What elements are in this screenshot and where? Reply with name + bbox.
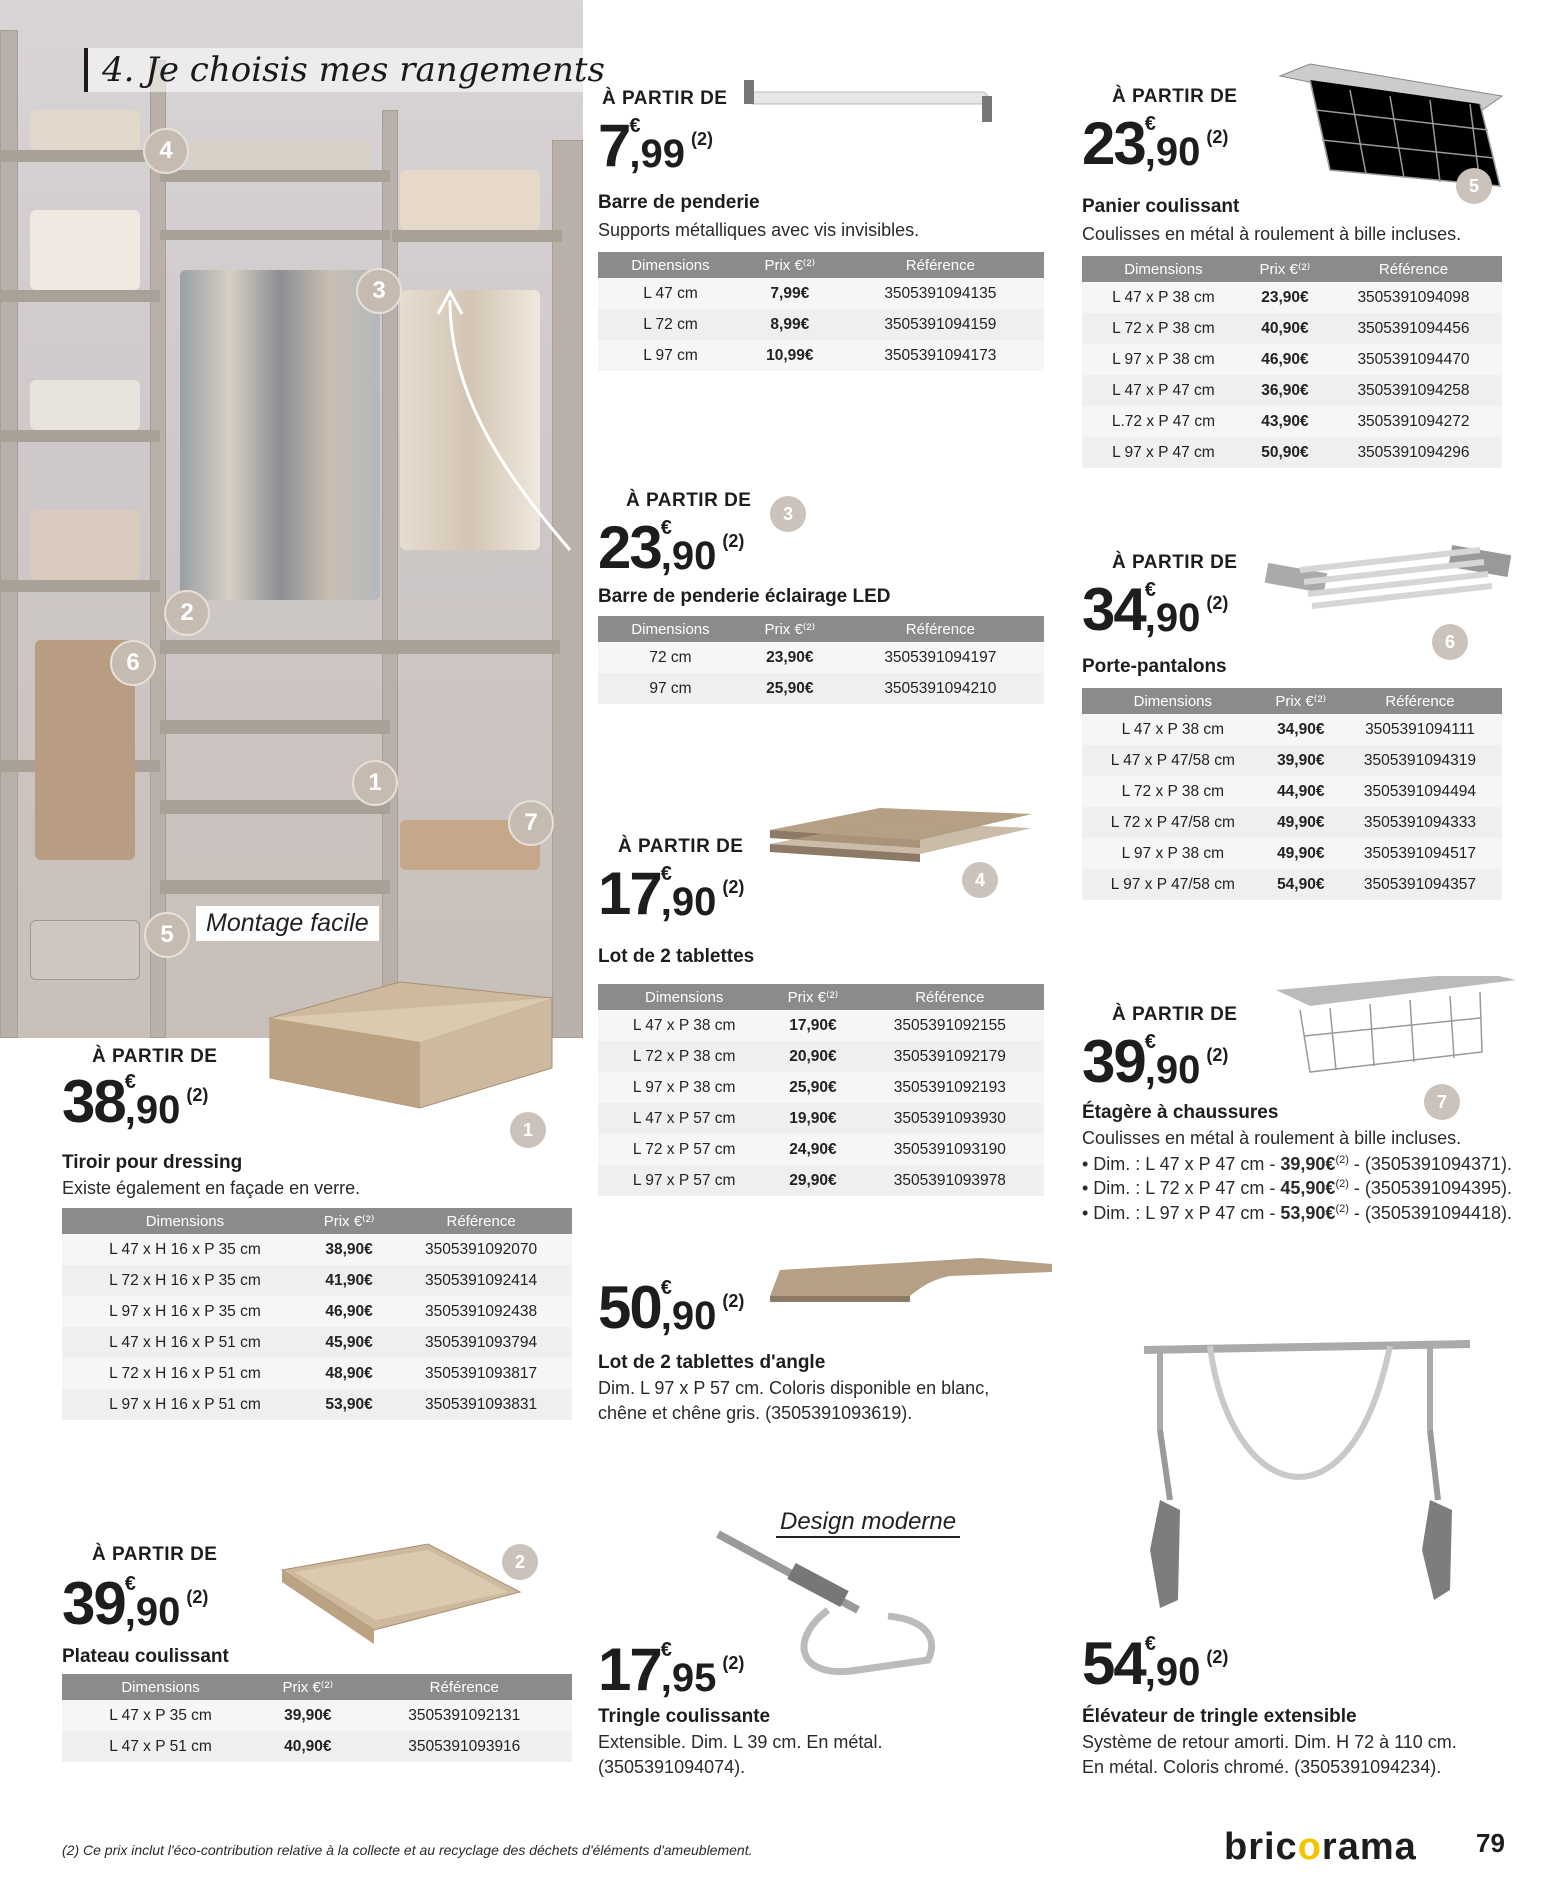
cell-dimensions: L 47 x P 38 cm (598, 1010, 770, 1041)
cell-reference: 3505391094357 (1338, 869, 1502, 900)
price-led (598, 514, 745, 581)
product-name: Lot de 2 tablettes d'angle (598, 1352, 826, 1373)
table-row (598, 642, 1044, 673)
product-name: Tiroir pour dressing (62, 1152, 243, 1173)
corner-shelf-image (760, 1250, 1060, 1310)
cell-price: 46,90€ (1245, 344, 1325, 375)
col-reference: Référence (837, 252, 1044, 278)
cell-dimensions: L 47 x P 51 cm (62, 1731, 259, 1762)
rod-image (740, 72, 1000, 132)
folded-clothes (30, 510, 140, 580)
table-row (1082, 406, 1502, 437)
shelf (160, 640, 560, 654)
shelves-image (760, 800, 1040, 870)
cell-reference: 3505391093190 (856, 1134, 1044, 1165)
price-dec: € ,95 (660, 1639, 717, 1700)
folded-clothes (190, 140, 370, 170)
table-row (598, 1072, 1044, 1103)
price-int: 7 (598, 112, 630, 179)
photo-marker-2: 2 (164, 590, 210, 636)
price-int: 38 (62, 1068, 125, 1135)
table-row (1082, 807, 1502, 838)
from-label: À PARTIR DE (626, 490, 752, 511)
col-price: Prix €⁽²⁾ (1264, 688, 1338, 714)
cell-reference: 3505391094159 (837, 309, 1044, 340)
cell-dimensions: L 47 x P 38 cm (1082, 714, 1264, 745)
price-note: (2) (722, 1291, 745, 1311)
cell-price: 43,90€ (1245, 406, 1325, 437)
price-int: 50 (598, 1274, 661, 1341)
col-dimensions: Dimensions (1082, 688, 1264, 714)
from-label: À PARTIR DE (1112, 552, 1238, 573)
price-angle (598, 1274, 745, 1341)
dimension-item: • Dim. : L 47 x P 47 cm - 39,90€$^{(2)}$ - (3505391094371). (1082, 1154, 1513, 1174)
spec-table-tablettes (598, 984, 1044, 1196)
product-name: Barre de penderie (598, 192, 760, 213)
product-name: Plateau coulissant (62, 1646, 229, 1667)
product-desc: Extensible. Dim. L 39 cm. En métal. (598, 1732, 883, 1752)
col-price: Prix €⁽²⁾ (770, 984, 855, 1010)
cell-price: 10,99€ (743, 340, 837, 371)
cell-reference: 3505391093978 (856, 1165, 1044, 1196)
cell-price: 44,90€ (1264, 776, 1338, 807)
cell-reference: 3505391094517 (1338, 838, 1502, 869)
product-name: Élévateur de tringle extensible (1082, 1706, 1357, 1727)
price-dec: € ,90 (1144, 579, 1201, 640)
cell-dimensions: 97 cm (598, 673, 743, 704)
table-row (598, 1165, 1044, 1196)
cell-reference: 3505391092179 (856, 1041, 1044, 1072)
cell-price: 41,90€ (308, 1265, 390, 1296)
product-marker: 1 (510, 1112, 546, 1148)
spec-table-tiroir (62, 1208, 572, 1420)
cell-reference: 3505391094296 (1325, 437, 1502, 468)
shelf (160, 170, 390, 182)
cell-price: 53,90€ (308, 1389, 390, 1420)
product-name: Porte-pantalons (1082, 656, 1227, 677)
cell-dimensions: L 97 x P 47/58 cm (1082, 869, 1264, 900)
cell-dimensions: L 47 x H 16 x P 51 cm (62, 1327, 308, 1358)
price-int: 17 (598, 860, 661, 927)
from-label: À PARTIR DE (602, 88, 728, 109)
cell-dimensions: L 97 x H 16 x P 51 cm (62, 1389, 308, 1420)
shelf (0, 430, 160, 442)
price-int: 23 (1082, 110, 1145, 177)
product-desc: Supports métalliques avec vis invisibles. (598, 220, 920, 240)
table-row (1082, 745, 1502, 776)
cell-price: 46,90€ (308, 1296, 390, 1327)
dimension-item: • Dim. : L 97 x P 47 cm - 53,90€$^{(2)}$ - (3505391094418). (1082, 1202, 1513, 1223)
arrow-icon (420, 280, 580, 560)
shelf (160, 720, 390, 734)
price-note: (2) (691, 129, 713, 149)
cell-reference: 3505391093817 (390, 1358, 572, 1389)
cell-dimensions: L 47 x P 47 cm (1082, 375, 1245, 406)
cell-reference: 3505391092155 (856, 1010, 1044, 1041)
cell-reference: 3505391092070 (390, 1234, 572, 1265)
cell-price: 39,90€ (1264, 745, 1338, 776)
cell-dimensions: L 97 x P 38 cm (598, 1072, 770, 1103)
price-plateau (62, 1570, 209, 1637)
drawer-image (260, 978, 560, 1128)
spec-table-led (598, 616, 1044, 704)
wardrobe-photo (0, 0, 583, 1038)
cell-dimensions: L 72 x P 47/58 cm (1082, 807, 1264, 838)
product-name: Tringle coulissante (598, 1706, 771, 1727)
cell-dimensions: L 72 cm (598, 309, 743, 340)
price-int: 34 (1082, 576, 1145, 643)
product-desc: Coulisses en métal à roulement à bille incluses. (1082, 224, 1462, 244)
cell-reference: 3505391094333 (1338, 807, 1502, 838)
cell-price: 19,90€ (770, 1103, 855, 1134)
price-dec: € ,90 (660, 863, 717, 924)
basket (30, 920, 140, 980)
price-note: (2) (722, 1653, 745, 1673)
shelf (392, 230, 562, 242)
cell-dimensions: L 47 x P 35 cm (62, 1700, 259, 1731)
cell-reference: 3505391093930 (856, 1103, 1044, 1134)
spec-table-barre (598, 252, 1044, 371)
dimension-list (1082, 1152, 1512, 1225)
product-marker: 3 (770, 496, 806, 532)
wardrobe-frame (552, 140, 583, 1038)
cell-dimensions: L 97 x H 16 x P 35 cm (62, 1296, 308, 1327)
shelf (0, 290, 160, 302)
cell-reference: 3505391094098 (1325, 282, 1502, 313)
cell-price: 40,90€ (1245, 313, 1325, 344)
from-label: À PARTIR DE (618, 836, 744, 857)
col-reference: Référence (1325, 256, 1502, 282)
folded-clothes (400, 170, 540, 230)
col-reference: Référence (390, 1208, 572, 1234)
cell-reference: 3505391094470 (1325, 344, 1502, 375)
tray-image (278, 1540, 528, 1650)
cell-price: 24,90€ (770, 1134, 855, 1165)
price-dec: € ,90 (1144, 113, 1201, 174)
table-row (1082, 838, 1502, 869)
col-reference: Référence (856, 984, 1044, 1010)
price-note: (2) (722, 877, 745, 897)
col-reference: Référence (837, 616, 1044, 642)
cell-reference: 3505391094135 (837, 278, 1044, 309)
table-row (62, 1700, 572, 1731)
table-row (598, 340, 1044, 371)
table-row (598, 309, 1044, 340)
product-desc: Système de retour amorti. Dim. H 72 à 110 cm. (1082, 1732, 1457, 1752)
table-row (1082, 869, 1502, 900)
col-price: Prix €⁽²⁾ (259, 1674, 356, 1700)
cell-price: 29,90€ (770, 1165, 855, 1196)
cell-reference: 3505391093916 (357, 1731, 572, 1762)
price-elevateur (1082, 1630, 1229, 1697)
cell-dimensions: L 72 x H 16 x P 35 cm (62, 1265, 308, 1296)
table-row (62, 1265, 572, 1296)
price-int: 23 (598, 514, 661, 581)
table-row (598, 1010, 1044, 1041)
col-dimensions: Dimensions (62, 1674, 259, 1700)
product-name: Panier coulissant (1082, 196, 1240, 217)
cell-dimensions: L 47 x H 16 x P 35 cm (62, 1234, 308, 1265)
cell-reference: 3505391094456 (1325, 313, 1502, 344)
price-chaussures (1082, 1028, 1229, 1095)
product-desc: (3505391094074). (598, 1757, 746, 1777)
shelf (0, 580, 160, 592)
cell-price: 36,90€ (1245, 375, 1325, 406)
price-note: (2) (1206, 593, 1229, 613)
cell-dimensions: L 72 x P 38 cm (1082, 776, 1264, 807)
photo-marker-4: 4 (143, 128, 189, 174)
cell-dimensions: L 72 x P 38 cm (598, 1041, 770, 1072)
col-price: Prix €⁽²⁾ (743, 616, 837, 642)
col-reference: Référence (1338, 688, 1502, 714)
montage-facile-badge: Montage facile (196, 906, 379, 941)
photo-marker-3: 3 (356, 268, 402, 314)
product-marker: 6 (1432, 624, 1468, 660)
cell-reference: 3505391094319 (1338, 745, 1502, 776)
col-dimensions: Dimensions (62, 1208, 308, 1234)
cell-price: 50,90€ (1245, 437, 1325, 468)
folded-clothes (30, 110, 140, 150)
cell-reference: 3505391093794 (390, 1327, 572, 1358)
table-header (598, 252, 1044, 278)
from-label: À PARTIR DE (1112, 86, 1238, 107)
table-row (62, 1358, 572, 1389)
col-dimensions: Dimensions (598, 616, 743, 642)
cell-price: 23,90€ (743, 642, 837, 673)
product-name: Barre de penderie éclairage LED (598, 586, 891, 607)
col-price: Prix €⁽²⁾ (308, 1208, 390, 1234)
shelf (0, 150, 160, 162)
col-dimensions: Dimensions (1082, 256, 1245, 282)
price-note: (2) (1206, 127, 1229, 147)
cell-dimensions: L 97 cm (598, 340, 743, 371)
cell-reference: 3505391092438 (390, 1296, 572, 1327)
page-number: 79 (1476, 1828, 1505, 1858)
price-note: (2) (1206, 1045, 1229, 1065)
product-marker: 2 (502, 1544, 538, 1580)
table-row (1082, 714, 1502, 745)
photo-marker-1: 1 (352, 760, 398, 806)
cell-dimensions: L 72 x P 38 cm (1082, 313, 1245, 344)
bricorama-logo: bricorama (1224, 1826, 1417, 1868)
cell-dimensions: L 97 x P 38 cm (1082, 344, 1245, 375)
table-row (598, 673, 1044, 704)
table-row (62, 1296, 572, 1327)
col-price: Prix €⁽²⁾ (743, 252, 837, 278)
product-name: Étagère à chaussures (1082, 1102, 1279, 1123)
cell-dimensions: L 72 x H 16 x P 51 cm (62, 1358, 308, 1389)
table-row (62, 1389, 572, 1420)
photo-marker-6: 6 (110, 640, 156, 686)
design-moderne-badge: Design moderne (776, 1508, 960, 1538)
section-title: 4. Je choisis mes rangements (84, 48, 619, 92)
shelf (160, 230, 390, 240)
shoe-rack-image (1270, 976, 1520, 1086)
cell-reference: 3505391094173 (837, 340, 1044, 371)
table-row (62, 1234, 572, 1265)
cell-reference: 3505391093831 (390, 1389, 572, 1420)
price-tringle (598, 1636, 745, 1703)
cell-price: 45,90€ (308, 1327, 390, 1358)
from-label: À PARTIR DE (1112, 1004, 1238, 1025)
price-note: (2) (722, 531, 745, 551)
table-row (598, 1041, 1044, 1072)
spec-table-pantalons (1082, 688, 1502, 900)
product-desc: chêne et chêne gris. (3505391093619). (598, 1403, 913, 1423)
cell-reference: 3505391092414 (390, 1265, 572, 1296)
table-row (1082, 282, 1502, 313)
cell-reference: 3505391094197 (837, 642, 1044, 673)
folded-clothes (30, 210, 140, 290)
table-row (1082, 776, 1502, 807)
table-row (62, 1327, 572, 1358)
cell-dimensions: L 47 x P 47/58 cm (1082, 745, 1264, 776)
cell-reference: 3505391094494 (1338, 776, 1502, 807)
cell-price: 25,90€ (770, 1072, 855, 1103)
price-dec: € ,90 (124, 1573, 181, 1634)
cell-price: 17,90€ (770, 1010, 855, 1041)
price-pantalons (1082, 576, 1229, 643)
product-name: Lot de 2 tablettes (598, 946, 755, 967)
wardrobe-frame (382, 110, 398, 1038)
product-marker: 7 (1424, 1084, 1460, 1120)
spec-table-plateau (62, 1674, 572, 1762)
cell-reference: 3505391092131 (357, 1700, 572, 1731)
table-row (598, 1103, 1044, 1134)
price-panier (1082, 110, 1229, 177)
cell-price: 38,90€ (308, 1234, 390, 1265)
price-note: (2) (186, 1587, 209, 1607)
cell-price: 39,90€ (259, 1700, 356, 1731)
cell-price: 49,90€ (1264, 838, 1338, 869)
price-int: 39 (62, 1570, 125, 1637)
col-dimensions: Dimensions (598, 984, 770, 1010)
price-tablettes (598, 860, 745, 927)
product-marker: 4 (962, 862, 998, 898)
cell-dimensions: 72 cm (598, 642, 743, 673)
product-desc: En métal. Coloris chromé. (3505391094234). (1082, 1757, 1442, 1777)
cell-reference: 3505391094258 (1325, 375, 1502, 406)
shelf (160, 800, 390, 814)
product-desc: Existe également en façade en verre. (62, 1178, 361, 1198)
product-marker: 5 (1456, 168, 1492, 204)
cell-dimensions: L 47 cm (598, 278, 743, 309)
wardrobe-frame (0, 30, 18, 1038)
price-barre (598, 112, 713, 179)
cell-dimensions: L 72 x P 57 cm (598, 1134, 770, 1165)
col-reference: Référence (357, 1674, 572, 1700)
col-price: Prix €⁽²⁾ (1245, 256, 1325, 282)
cell-price: 7,99€ (743, 278, 837, 309)
shelf (160, 880, 390, 894)
cell-price: 34,90€ (1264, 714, 1338, 745)
price-dec: € ,90 (660, 517, 717, 578)
cell-price: 25,90€ (743, 673, 837, 704)
cell-dimensions: L.72 x P 47 cm (1082, 406, 1245, 437)
from-label: À PARTIR DE (92, 1046, 218, 1067)
cell-dimensions: L 97 x P 57 cm (598, 1165, 770, 1196)
cell-reference: 3505391094111 (1338, 714, 1502, 745)
trouser-rack-image (1260, 530, 1520, 620)
cell-dimensions: L 97 x P 38 cm (1082, 838, 1264, 869)
price-dec: € ,90 (1144, 1031, 1201, 1092)
price-dec: € ,90 (660, 1277, 717, 1338)
wardrobe-lift-image (1130, 1340, 1490, 1620)
product-desc: Coulisses en métal à roulement à bille incluses. (1082, 1128, 1462, 1148)
dimension-item: • Dim. : L 72 x P 47 cm - 45,90€$^{(2)}$ - (3505391094395). (1082, 1178, 1513, 1199)
cell-price: 23,90€ (1245, 282, 1325, 313)
currency: € (629, 115, 641, 137)
price-int: 39 (1082, 1028, 1145, 1095)
table-row (1082, 344, 1502, 375)
table-row (62, 1731, 572, 1762)
table-row (1082, 375, 1502, 406)
cell-dimensions: L 47 x P 38 cm (1082, 282, 1245, 313)
cell-dimensions: L 47 x P 57 cm (598, 1103, 770, 1134)
cell-price: 54,90€ (1264, 869, 1338, 900)
price-note: (2) (1206, 1647, 1229, 1667)
price-int: 17 (598, 1636, 661, 1703)
spec-table-panier (1082, 256, 1502, 468)
cell-reference: 3505391094272 (1325, 406, 1502, 437)
cell-price: 49,90€ (1264, 807, 1338, 838)
price-note: (2) (186, 1085, 209, 1105)
cell-reference: 3505391094210 (837, 673, 1044, 704)
cell-price: 20,90€ (770, 1041, 855, 1072)
table-row (1082, 313, 1502, 344)
cell-price: 48,90€ (308, 1358, 390, 1389)
price-dec: € ,90 (1144, 1633, 1201, 1694)
table-row (1082, 437, 1502, 468)
folded-clothes (30, 380, 140, 430)
photo-marker-5: 5 (144, 912, 190, 958)
photo-marker-7: 7 (508, 800, 554, 846)
col-dimensions: Dimensions (598, 252, 743, 278)
product-desc: Dim. L 97 x P 57 cm. Coloris disponible en blanc, (598, 1378, 990, 1398)
cell-price: 8,99€ (743, 309, 837, 340)
from-label: À PARTIR DE (92, 1544, 218, 1565)
hanging-clothes (180, 270, 380, 600)
price-tiroir (62, 1068, 209, 1135)
footer-disclaimer: (2) Ce prix inclut l'éco-contribution relative à la collecte et au recyclage des déchets d'éléments d'ameublement. (62, 1842, 753, 1858)
cell-reference: 3505391092193 (856, 1072, 1044, 1103)
cell-dimensions: L 97 x P 47 cm (1082, 437, 1245, 468)
cell-price: 40,90€ (259, 1731, 356, 1762)
table-row (598, 278, 1044, 309)
price-dec: € ,99 (629, 115, 685, 176)
price-dec: € ,90 (124, 1071, 181, 1132)
price-int: 54 (1082, 1630, 1145, 1697)
table-row (598, 1134, 1044, 1165)
